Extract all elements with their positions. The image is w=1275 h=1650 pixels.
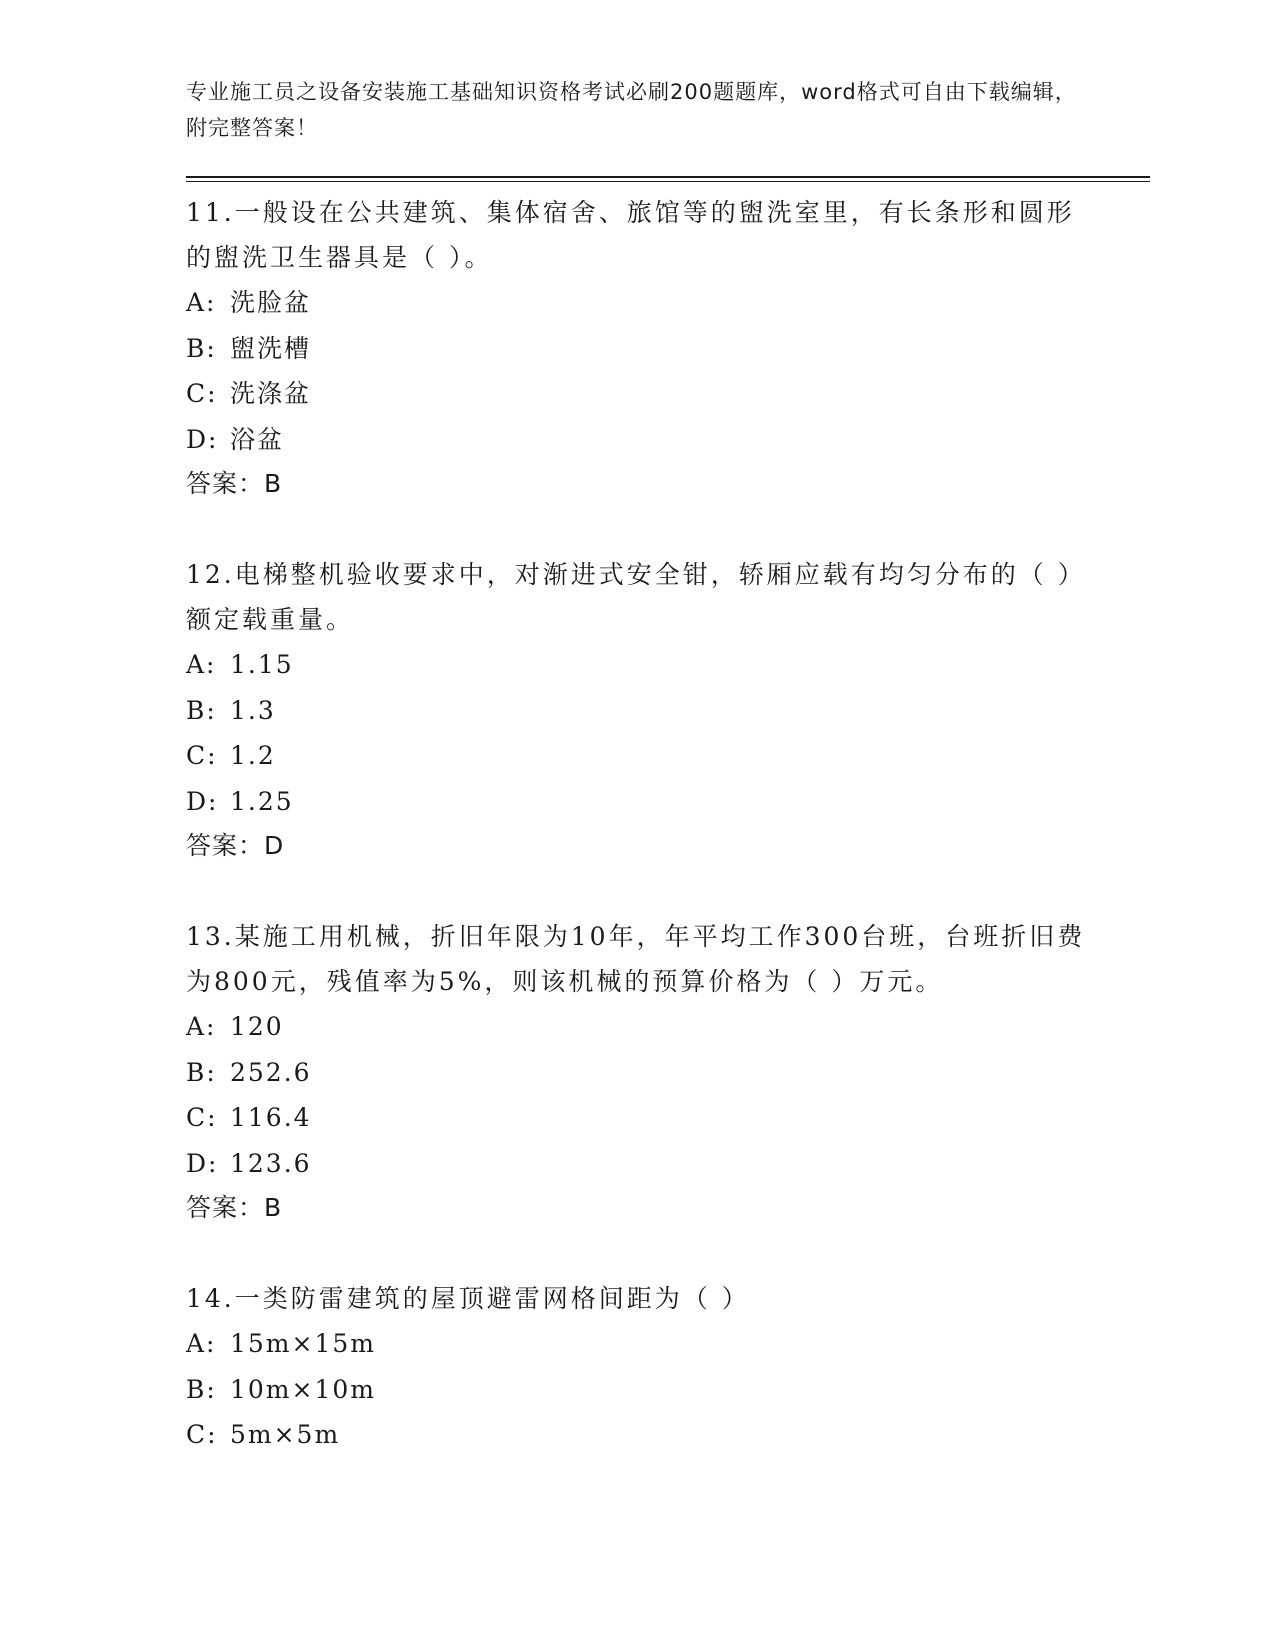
question-12 [186, 552, 1086, 868]
option-key: B: [186, 333, 217, 363]
option-key: A: [186, 1012, 217, 1041]
answer-line: 答案：B [186, 1193, 283, 1222]
option-key: D: [186, 786, 219, 816]
option-key: A: [186, 288, 217, 317]
option-key: C: [186, 1420, 218, 1449]
option-key: D: [186, 1148, 219, 1178]
option-d [186, 779, 1086, 825]
question-list [186, 190, 1086, 1504]
option-text: 252.6 [230, 1057, 312, 1087]
option-key: C: [186, 741, 218, 770]
header-divider [186, 176, 1150, 182]
option-text: 1.3 [230, 695, 276, 725]
question-13 [186, 914, 1086, 1230]
option-list [186, 1004, 1086, 1186]
option-text: 5m×5m [230, 1420, 341, 1449]
option-key: A: [186, 1329, 217, 1358]
option-c [186, 371, 1086, 417]
option-list [186, 642, 1086, 824]
option-text: 洗脸盆 [230, 288, 312, 317]
option-text: 1.2 [230, 741, 276, 770]
option-b [186, 1367, 1086, 1413]
question-stem: 13.某施工用机械，折旧年限为10年，年平均工作300台班，台班折旧费为800元，残值率为5%，则该机械的预算价格为（ ）万元。 [186, 922, 1086, 996]
option-text: 15m×15m [230, 1329, 376, 1358]
option-key: B: [186, 1374, 217, 1404]
option-list [186, 280, 1086, 462]
option-c [186, 1412, 1086, 1458]
question-14 [186, 1276, 1086, 1458]
option-c [186, 1095, 1086, 1141]
option-text: 10m×10m [230, 1374, 376, 1404]
option-a [186, 642, 1086, 688]
question-11 [186, 190, 1086, 506]
document-title: 专业施工员之设备安装施工基础知识资格考试必刷200题题库，word格式可自由下载编辑，附完整答案！ [186, 80, 1077, 140]
option-a [186, 1321, 1086, 1367]
question-stem: 11.一般设在公共建筑、集体宿舍、旅馆等的盥洗室里，有长条形和圆形的盥洗卫生器具是（ ）。 [186, 198, 1075, 272]
answer-line: 答案：D [186, 831, 285, 860]
option-text: 1.15 [230, 650, 294, 679]
option-b [186, 326, 1086, 372]
option-key: C: [186, 1103, 218, 1132]
option-text: 盥洗槽 [230, 333, 312, 363]
question-stem: 14.一类防雷建筑的屋顶避雷网格间距为（ ） [186, 1284, 750, 1313]
option-key: D: [186, 424, 219, 454]
option-text: 123.6 [230, 1148, 312, 1178]
option-text: 浴盆 [230, 424, 285, 454]
option-text: 116.4 [230, 1103, 312, 1132]
answer-line: 答案：B [186, 469, 283, 498]
option-c [186, 733, 1086, 779]
option-key: B: [186, 1057, 217, 1087]
option-list [186, 1321, 1086, 1458]
option-key: C: [186, 379, 218, 408]
option-a [186, 1004, 1086, 1050]
option-d [186, 417, 1086, 463]
question-stem: 12.电梯整机验收要求中，对渐进式安全钳，轿厢应载有均匀分布的（ ）额定载重量。 [186, 560, 1086, 634]
option-key: A: [186, 650, 217, 679]
option-text: 洗涤盆 [230, 379, 312, 408]
option-b [186, 688, 1086, 734]
option-b [186, 1050, 1086, 1096]
option-key: B: [186, 695, 217, 725]
option-a [186, 280, 1086, 326]
option-text: 120 [230, 1012, 284, 1041]
option-text: 1.25 [230, 786, 294, 816]
option-d [186, 1141, 1086, 1187]
